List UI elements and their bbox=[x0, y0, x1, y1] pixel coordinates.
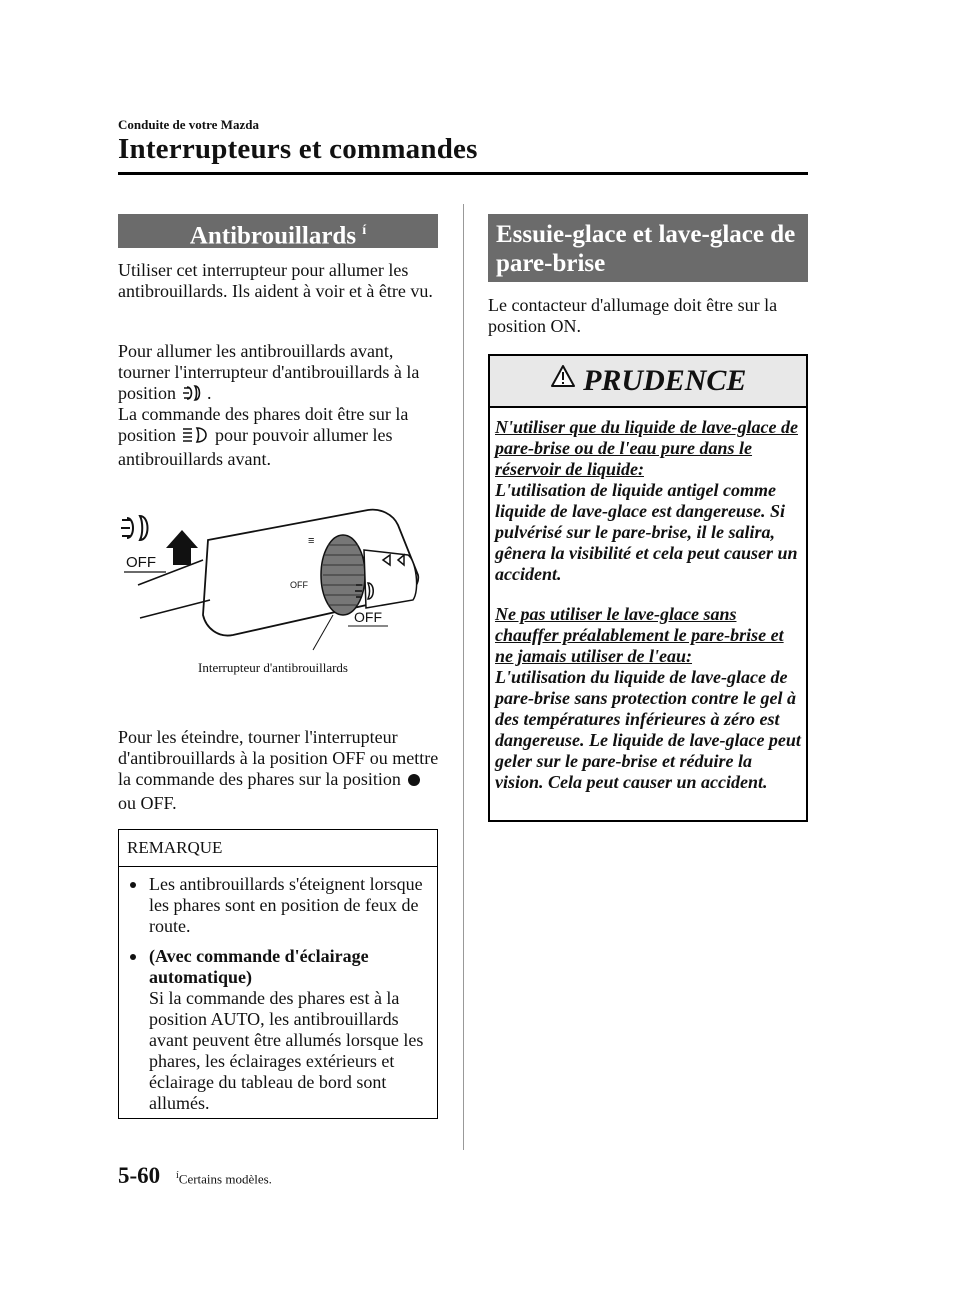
caution-body: L'utilisation du liquide de lave-glace de pare-brise sans protection contre le gel à des températures inférieures à zéro est dangereuse. Le liquide de lave-glace peut geler sur le pare-brise et réduire la vision. Cela peut causer un accident. bbox=[495, 667, 801, 792]
headlight-req-text-2: pour pouvoir allumer les antibrouillards avant. bbox=[118, 425, 393, 469]
optional-star: í bbox=[362, 223, 367, 238]
fog-lights-banner bbox=[118, 214, 438, 248]
caution-header-rule bbox=[488, 406, 808, 408]
fog-off-text-2: ou OFF. bbox=[118, 793, 177, 813]
fog-off-text: Pour les éteindre, tourner l'interrupteur d'antibrouillards à la position OFF ou mettre la commande des phares sur la position bbox=[118, 727, 439, 789]
note-title: REMARQUE bbox=[127, 838, 223, 857]
bullet-icon bbox=[130, 882, 136, 888]
svg-text:≡: ≡ bbox=[308, 535, 315, 547]
note-item bbox=[130, 874, 435, 937]
wiper-banner: Essuie-glace et lave-glace de pare-brise bbox=[488, 214, 808, 282]
svg-text:OFF: OFF bbox=[290, 580, 308, 590]
footnote-text: Certains modèles. bbox=[178, 1171, 272, 1187]
filled-circle-icon bbox=[405, 772, 423, 793]
note-item-text: Si la commande des phares est à la position AUTO, les antibrouillards avant peuvent être allumés lorsque les phares, les éclairages extérieurs et éclairage du tableau de bord sont allumés. bbox=[149, 988, 424, 1113]
svg-text:OFF: OFF bbox=[354, 609, 382, 625]
section-label: Conduite de votre Mazda bbox=[118, 117, 259, 132]
caution-title-text: PRUDENCE bbox=[583, 364, 747, 397]
fog-lights-title: Antibrouillards bbox=[189, 222, 357, 250]
caution-heading: N'utiliser que du liquide de lave-glace de pare-brise ou de l'eau pure dans le réservoir de liquide: bbox=[495, 417, 798, 479]
fog-on-text: Pour allumer les antibrouillards avant, tourner l'interrupteur d'antibrouillards à la position bbox=[118, 341, 420, 403]
wiper-intro: Le contacteur d'allumage doit être sur la position ON. bbox=[488, 295, 778, 336]
caution-body: L'utilisation de liquide antigel comme liquide de lave-glace est dangereuse. Si pulvérisé sur le pare-brise, il le salira, gênera la visibilité et cela peut causer un accident. bbox=[495, 480, 798, 584]
column-divider bbox=[463, 204, 464, 1150]
note-item bbox=[130, 946, 435, 1114]
footnote-star: í bbox=[176, 1170, 179, 1181]
fog-on-period: . bbox=[207, 383, 212, 403]
caution-warning-2 bbox=[495, 604, 803, 793]
headlight-req-text: La commande des phares doit être sur la position bbox=[118, 404, 409, 445]
fog-switch-figure bbox=[118, 500, 448, 680]
note-item-heading: (Avec commande d'éclairage automatique) bbox=[149, 946, 369, 987]
bullet-icon bbox=[130, 954, 136, 960]
note-item-text: Les antibrouillards s'éteignent lorsque les phares sont en position de feux de route. bbox=[149, 874, 423, 936]
fog-on-paragraph bbox=[118, 341, 443, 407]
fog-intro: Utiliser cet interrupteur pour allumer les antibrouillards. Ils aident à voir et à être vu. bbox=[118, 260, 433, 301]
footnote bbox=[176, 1170, 272, 1187]
caution-title bbox=[490, 362, 806, 398]
header-rule bbox=[118, 172, 808, 175]
note-rule bbox=[118, 866, 438, 867]
figure-caption: Interrupteur d'antibrouillards bbox=[198, 660, 348, 675]
headlight-requirement bbox=[118, 404, 443, 470]
fog-off-paragraph bbox=[118, 727, 443, 814]
warning-icon bbox=[550, 362, 576, 396]
off-label: OFF bbox=[126, 554, 156, 571]
fog-symbol-icon bbox=[121, 516, 148, 540]
headlight-icon bbox=[181, 426, 211, 449]
page-number: 5-60 bbox=[118, 1163, 161, 1188]
chapter-title: Interrupteurs et commandes bbox=[118, 133, 478, 165]
caution-heading: Ne pas utiliser le lave-glace sans chauffer préalablement le pare-brise et ne jamais utiliser de l'eau: bbox=[495, 604, 784, 666]
caution-warning-1 bbox=[495, 417, 803, 585]
